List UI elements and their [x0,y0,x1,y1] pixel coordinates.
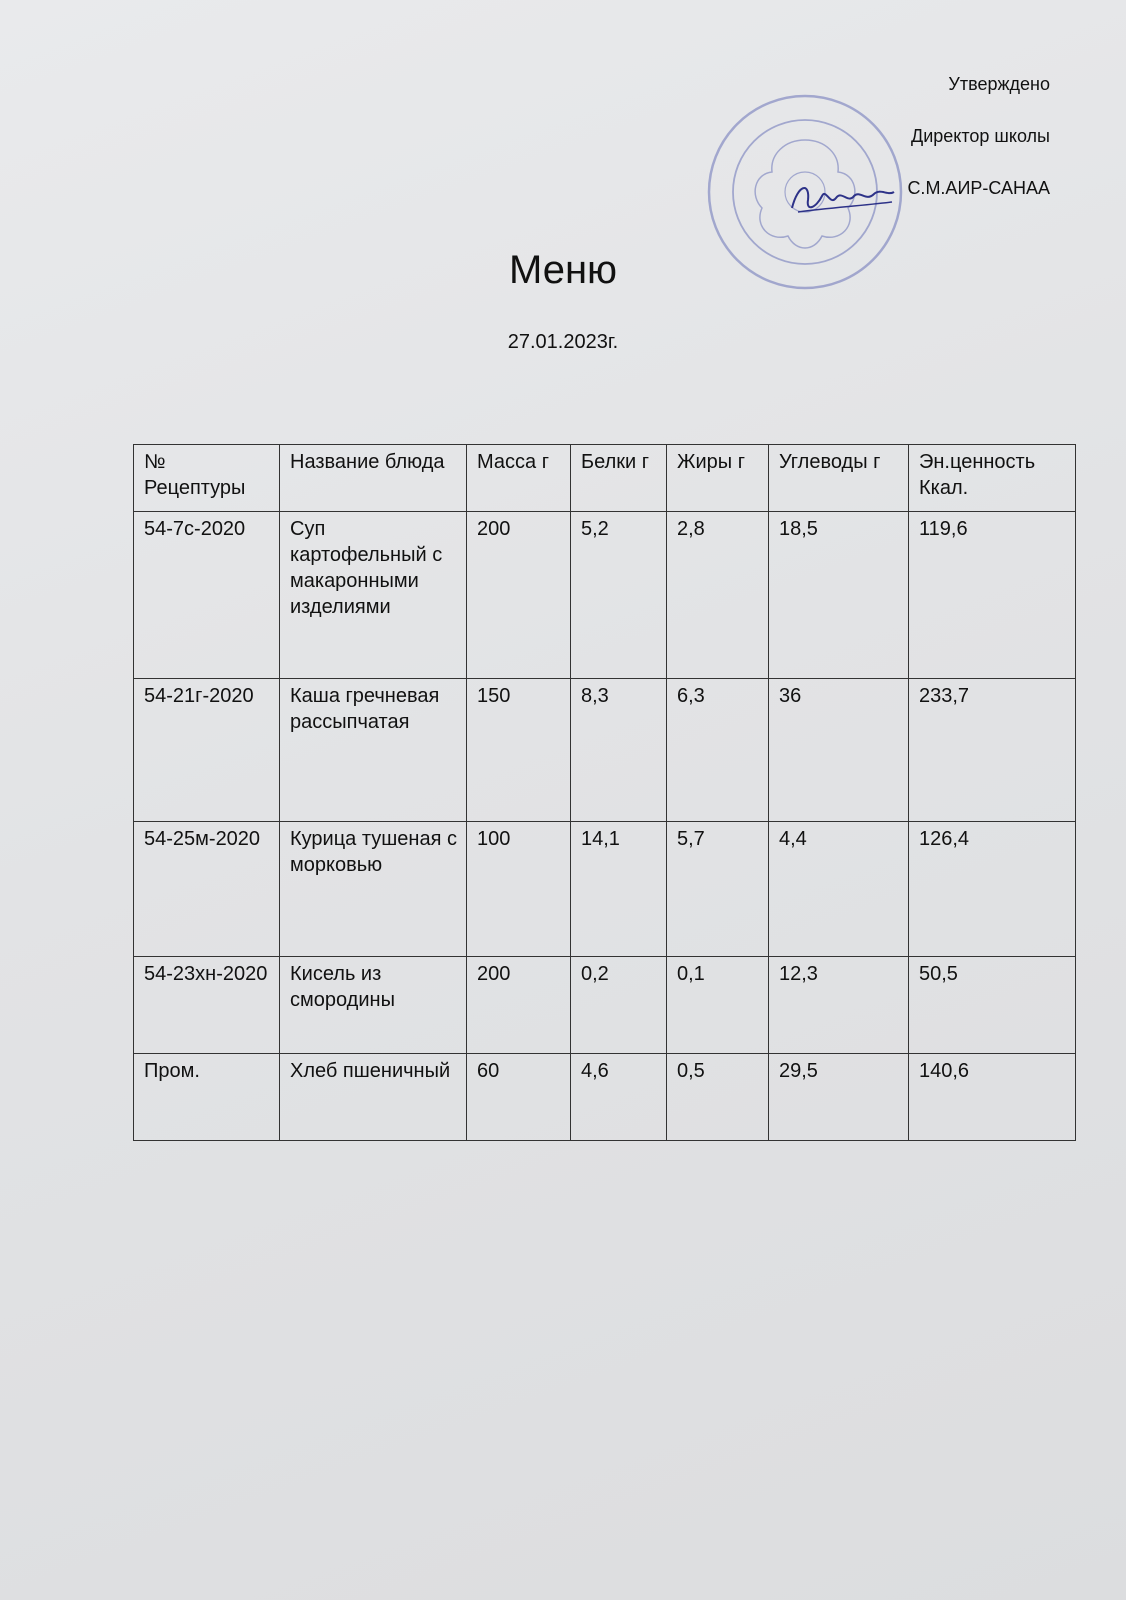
protein-cell: 4,6 [571,1054,667,1141]
protein-cell: 5,2 [571,512,667,679]
header-fat: Жиры г [667,445,769,512]
director-signature-icon [788,178,898,218]
mass-cell: 200 [467,957,571,1054]
table-row [134,512,1076,679]
header-recipe-number: № Рецептуры [134,445,280,512]
approved-label: Утверждено [948,74,1050,94]
dish-name-cell: Каша гречневая рассыпчатая [280,679,467,822]
carbs-cell: 12,3 [769,957,909,1054]
carbs-cell: 29,5 [769,1054,909,1141]
energy-cell: 140,6 [909,1054,1076,1141]
recipe-number-cell: Пром. [134,1054,280,1141]
recipe-number-cell: 54-25м-2020 [134,822,280,957]
fat-cell: 5,7 [667,822,769,957]
recipe-number-cell: 54-23хн-2020 [134,957,280,1054]
menu-date: 27.01.2023г. [507,331,619,353]
energy-cell: 50,5 [909,957,1076,1054]
page-title: Меню [508,248,618,292]
table-row [134,679,1076,822]
fat-cell: 2,8 [667,512,769,679]
energy-cell: 126,4 [909,822,1076,957]
protein-cell: 8,3 [571,679,667,822]
energy-cell: 233,7 [909,679,1076,822]
header-carbs: Углеводы г [769,445,909,512]
dish-name-cell: Курица тушеная с морковью [280,822,467,957]
dish-name-cell: Хлеб пшеничный [280,1054,467,1141]
mass-cell: 150 [467,679,571,822]
recipe-number-cell: 54-21г-2020 [134,679,280,822]
recipe-number-cell: 54-7с-2020 [134,512,280,679]
menu-table [133,444,1076,1141]
fat-cell: 0,5 [667,1054,769,1141]
carbs-cell: 18,5 [769,512,909,679]
fat-cell: 6,3 [667,679,769,822]
header-energy: Эн.ценность Ккал. [909,445,1076,512]
dish-name-cell: Кисель из смородины [280,957,467,1054]
director-title: Директор школы [911,126,1050,146]
carbs-cell: 36 [769,679,909,822]
energy-cell: 119,6 [909,512,1076,679]
carbs-cell: 4,4 [769,822,909,957]
director-name: С.М.АИР-САНАА [907,178,1050,198]
table-header-row [134,445,1076,512]
mass-cell: 100 [467,822,571,957]
table-row [134,957,1076,1054]
approval-block [907,74,1050,230]
header-mass: Масса г [467,445,571,512]
mass-cell: 60 [467,1054,571,1141]
header-dish-name: Название блюда [280,445,467,512]
fat-cell: 0,1 [667,957,769,1054]
table-row [134,1054,1076,1141]
table-row [134,822,1076,957]
mass-cell: 200 [467,512,571,679]
dish-name-cell: Суп картофельный с макаронными изделиями [280,512,467,679]
protein-cell: 0,2 [571,957,667,1054]
protein-cell: 14,1 [571,822,667,957]
header-protein: Белки г [571,445,667,512]
